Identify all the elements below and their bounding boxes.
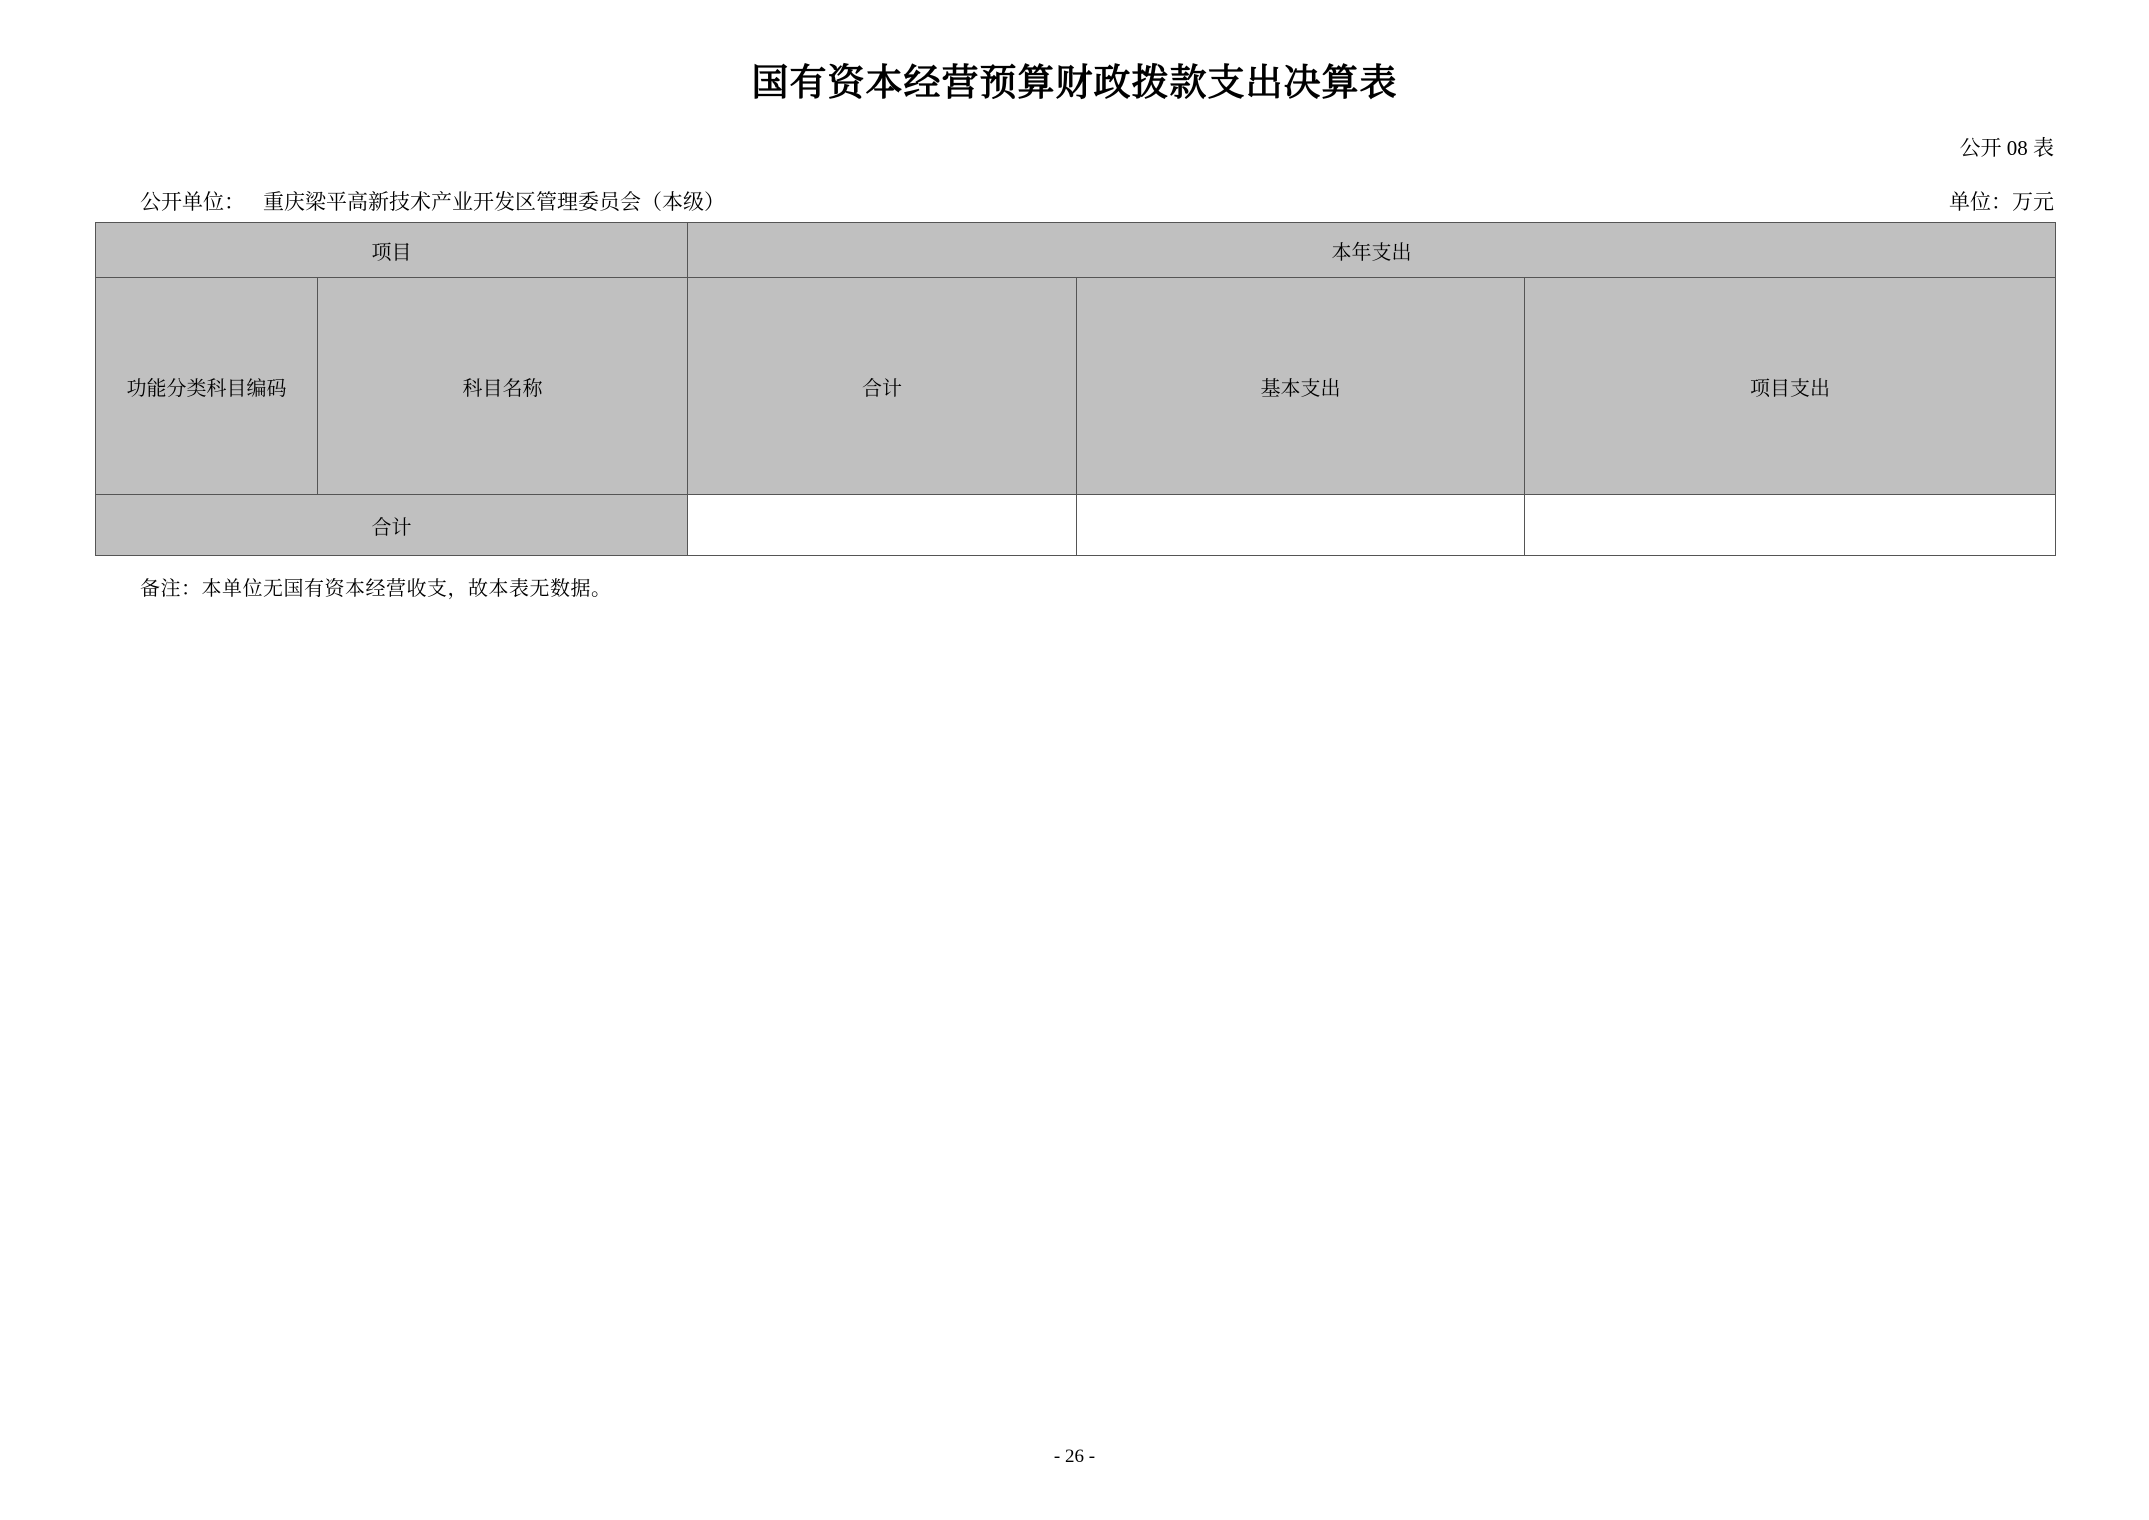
total-row-basic-value [1077, 495, 1525, 556]
publishing-unit [140, 186, 725, 216]
header-project-expenditure: 项目支出 [1525, 278, 2056, 495]
header-current-year-expenditure-group: 本年支出 [688, 223, 2056, 278]
form-code-label: 公开 08 表 [1959, 136, 2054, 160]
page-title: 国有资本经营预算财政拨款支出决算表 [751, 63, 1398, 104]
total-row-project-value [1525, 495, 2056, 556]
publishing-unit-label: 公开单位： [140, 190, 245, 214]
header-subject-name: 科目名称 [318, 278, 688, 495]
publishing-unit-name: 重庆梁平高新技术产业开发区管理委员会（本级） [263, 190, 725, 214]
table-note: 备注：本单位无国有资本经营收支，故本表无数据。 [140, 578, 612, 600]
total-row-label: 合计 [96, 495, 688, 556]
table-row [96, 495, 2056, 556]
table-header-columns-row [96, 278, 2056, 495]
meta-row [95, 186, 2054, 214]
amount-unit-label: 单位：万元 [1949, 190, 2054, 214]
table-header-group-row [96, 223, 2056, 278]
header-basic-expenditure: 基本支出 [1077, 278, 1525, 495]
header-total: 合计 [688, 278, 1077, 495]
header-function-code: 功能分类科目编码 [96, 278, 318, 495]
total-row-total-value [688, 495, 1077, 556]
budget-expenditure-table [95, 222, 2056, 556]
page-number: - 26 - [1053, 1446, 1096, 1467]
header-item-group: 项目 [96, 223, 688, 278]
